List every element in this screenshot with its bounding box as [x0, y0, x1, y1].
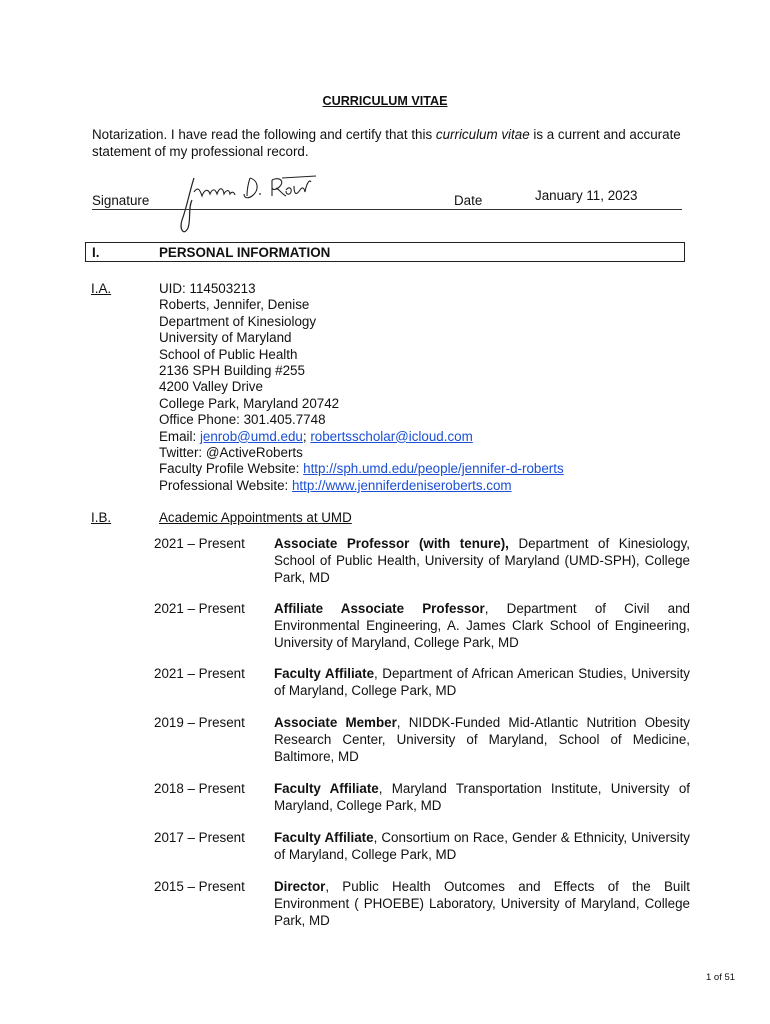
- appointment-detail: , NIDDK-Funded Mid-Atlantic Nutrition Obesity Research Center, University of Maryland, School of Medicine, Baltimore, MD: [274, 715, 690, 764]
- notarization-statement: [92, 126, 692, 160]
- appointment-entry: [154, 878, 690, 929]
- appointment-years: 2021 – Present: [154, 536, 245, 551]
- room: 2136 SPH Building #255: [159, 363, 305, 379]
- professional-website-label: Professional Website:: [159, 477, 292, 493]
- appointment-role: Faculty Affiliate: [274, 830, 374, 845]
- email-separator: ;: [302, 428, 311, 444]
- appointment-detail: , Consortium on Race, Gender & Ethnicity, University of Maryland, College Park, MD: [274, 830, 690, 862]
- email-label: Email:: [159, 428, 200, 444]
- subsection-ib-label: I.B.: [91, 510, 112, 525]
- appointment-years: 2021 – Present: [154, 666, 245, 681]
- appointment-role: Affiliate Associate Professor: [274, 601, 485, 616]
- appointment-detail: , Department of Civil and Environmental Engineering, A. James Clark School of Engineering, University of Maryland, College Park, MD: [274, 601, 690, 650]
- personal-info-block: [159, 281, 564, 494]
- professional-website-line: [159, 478, 564, 494]
- appointment-role: Associate Professor (with tenure),: [274, 536, 509, 551]
- faculty-website-link[interactable]: http://sph.umd.edu/people/jennifer-d-roberts: [303, 461, 564, 477]
- city: College Park, Maryland 20742: [159, 395, 340, 411]
- email-link-secondary[interactable]: robertsscholar@icloud.com: [310, 428, 473, 444]
- street: 4200 Valley Drive: [159, 379, 263, 395]
- date-value: January 11, 2023: [535, 188, 638, 203]
- appointment-role: Faculty Affiliate: [274, 781, 379, 796]
- document-title: CURRICULUM VITAE: [322, 94, 448, 108]
- email-line: [159, 429, 564, 445]
- university: University of Maryland: [159, 330, 292, 346]
- section-title: PERSONAL INFORMATION: [159, 245, 331, 260]
- professional-website-link[interactable]: http://www.jenniferdeniseroberts.com: [291, 477, 512, 493]
- appointment-detail: Department of Kinesiology, School of Public Health, University of Maryland (UMD-SPH), College Park, MD: [274, 536, 690, 585]
- appointment-entry: [154, 714, 690, 765]
- appointments-heading: Academic Appointments at UMD: [159, 510, 352, 525]
- uid: UID: 114503213: [159, 281, 256, 296]
- faculty-website-line: [159, 461, 564, 477]
- appointment-role: Faculty Affiliate: [274, 666, 375, 681]
- appointment-role: Director: [274, 879, 326, 894]
- signature-label: Signature: [92, 193, 150, 208]
- appointment-role: Associate Member: [274, 715, 397, 730]
- twitter-handle: Twitter: @ActiveRoberts: [159, 445, 303, 461]
- appointment-entry: [154, 600, 690, 651]
- appointment-years: 2018 – Present: [154, 781, 245, 796]
- office-phone: Office Phone: 301.405.7748: [159, 412, 326, 428]
- notarization-emphasis: curriculum vitae: [435, 127, 530, 142]
- faculty-website-label: Faculty Profile Website:: [159, 461, 304, 477]
- full-name: Roberts, Jennifer, Denise: [159, 297, 310, 313]
- appointment-entry: [154, 535, 690, 586]
- appointment-entry: [154, 780, 690, 814]
- page-number: 1 of 51: [706, 972, 736, 983]
- email-link-primary[interactable]: jenrob@umd.edu: [199, 428, 303, 444]
- appointment-years: 2017 – Present: [154, 830, 245, 845]
- subsection-ia-label: I.A.: [91, 281, 112, 296]
- appointment-detail: , Maryland Transportation Institute, University of Maryland, College Park, MD: [274, 781, 690, 813]
- appointment-years: 2021 – Present: [154, 601, 245, 616]
- section-number: I.: [92, 245, 100, 260]
- date-label: Date: [454, 193, 483, 208]
- appointment-detail: , Public Health Outcomes and Effects of the Built Environment ( PHOEBE) Laboratory, University of Maryland, College Park, MD: [274, 879, 690, 928]
- school: School of Public Health: [159, 346, 298, 362]
- appointment-entry: [154, 665, 690, 699]
- appointment-detail: , Department of African American Studies, University of Maryland, College Park, MD: [274, 666, 690, 698]
- department: Department of Kinesiology: [159, 313, 317, 329]
- notarization-suffix: is a current and accurate statement of my professional record.: [92, 127, 681, 159]
- appointment-years: 2019 – Present: [154, 715, 245, 730]
- notarization-prefix: Notarization. I have read the following and certify that this: [92, 127, 436, 142]
- handwritten-signature: [172, 170, 322, 240]
- appointment-entry: [154, 829, 690, 863]
- signature-line: [92, 209, 682, 210]
- appointment-years: 2015 – Present: [154, 879, 245, 894]
